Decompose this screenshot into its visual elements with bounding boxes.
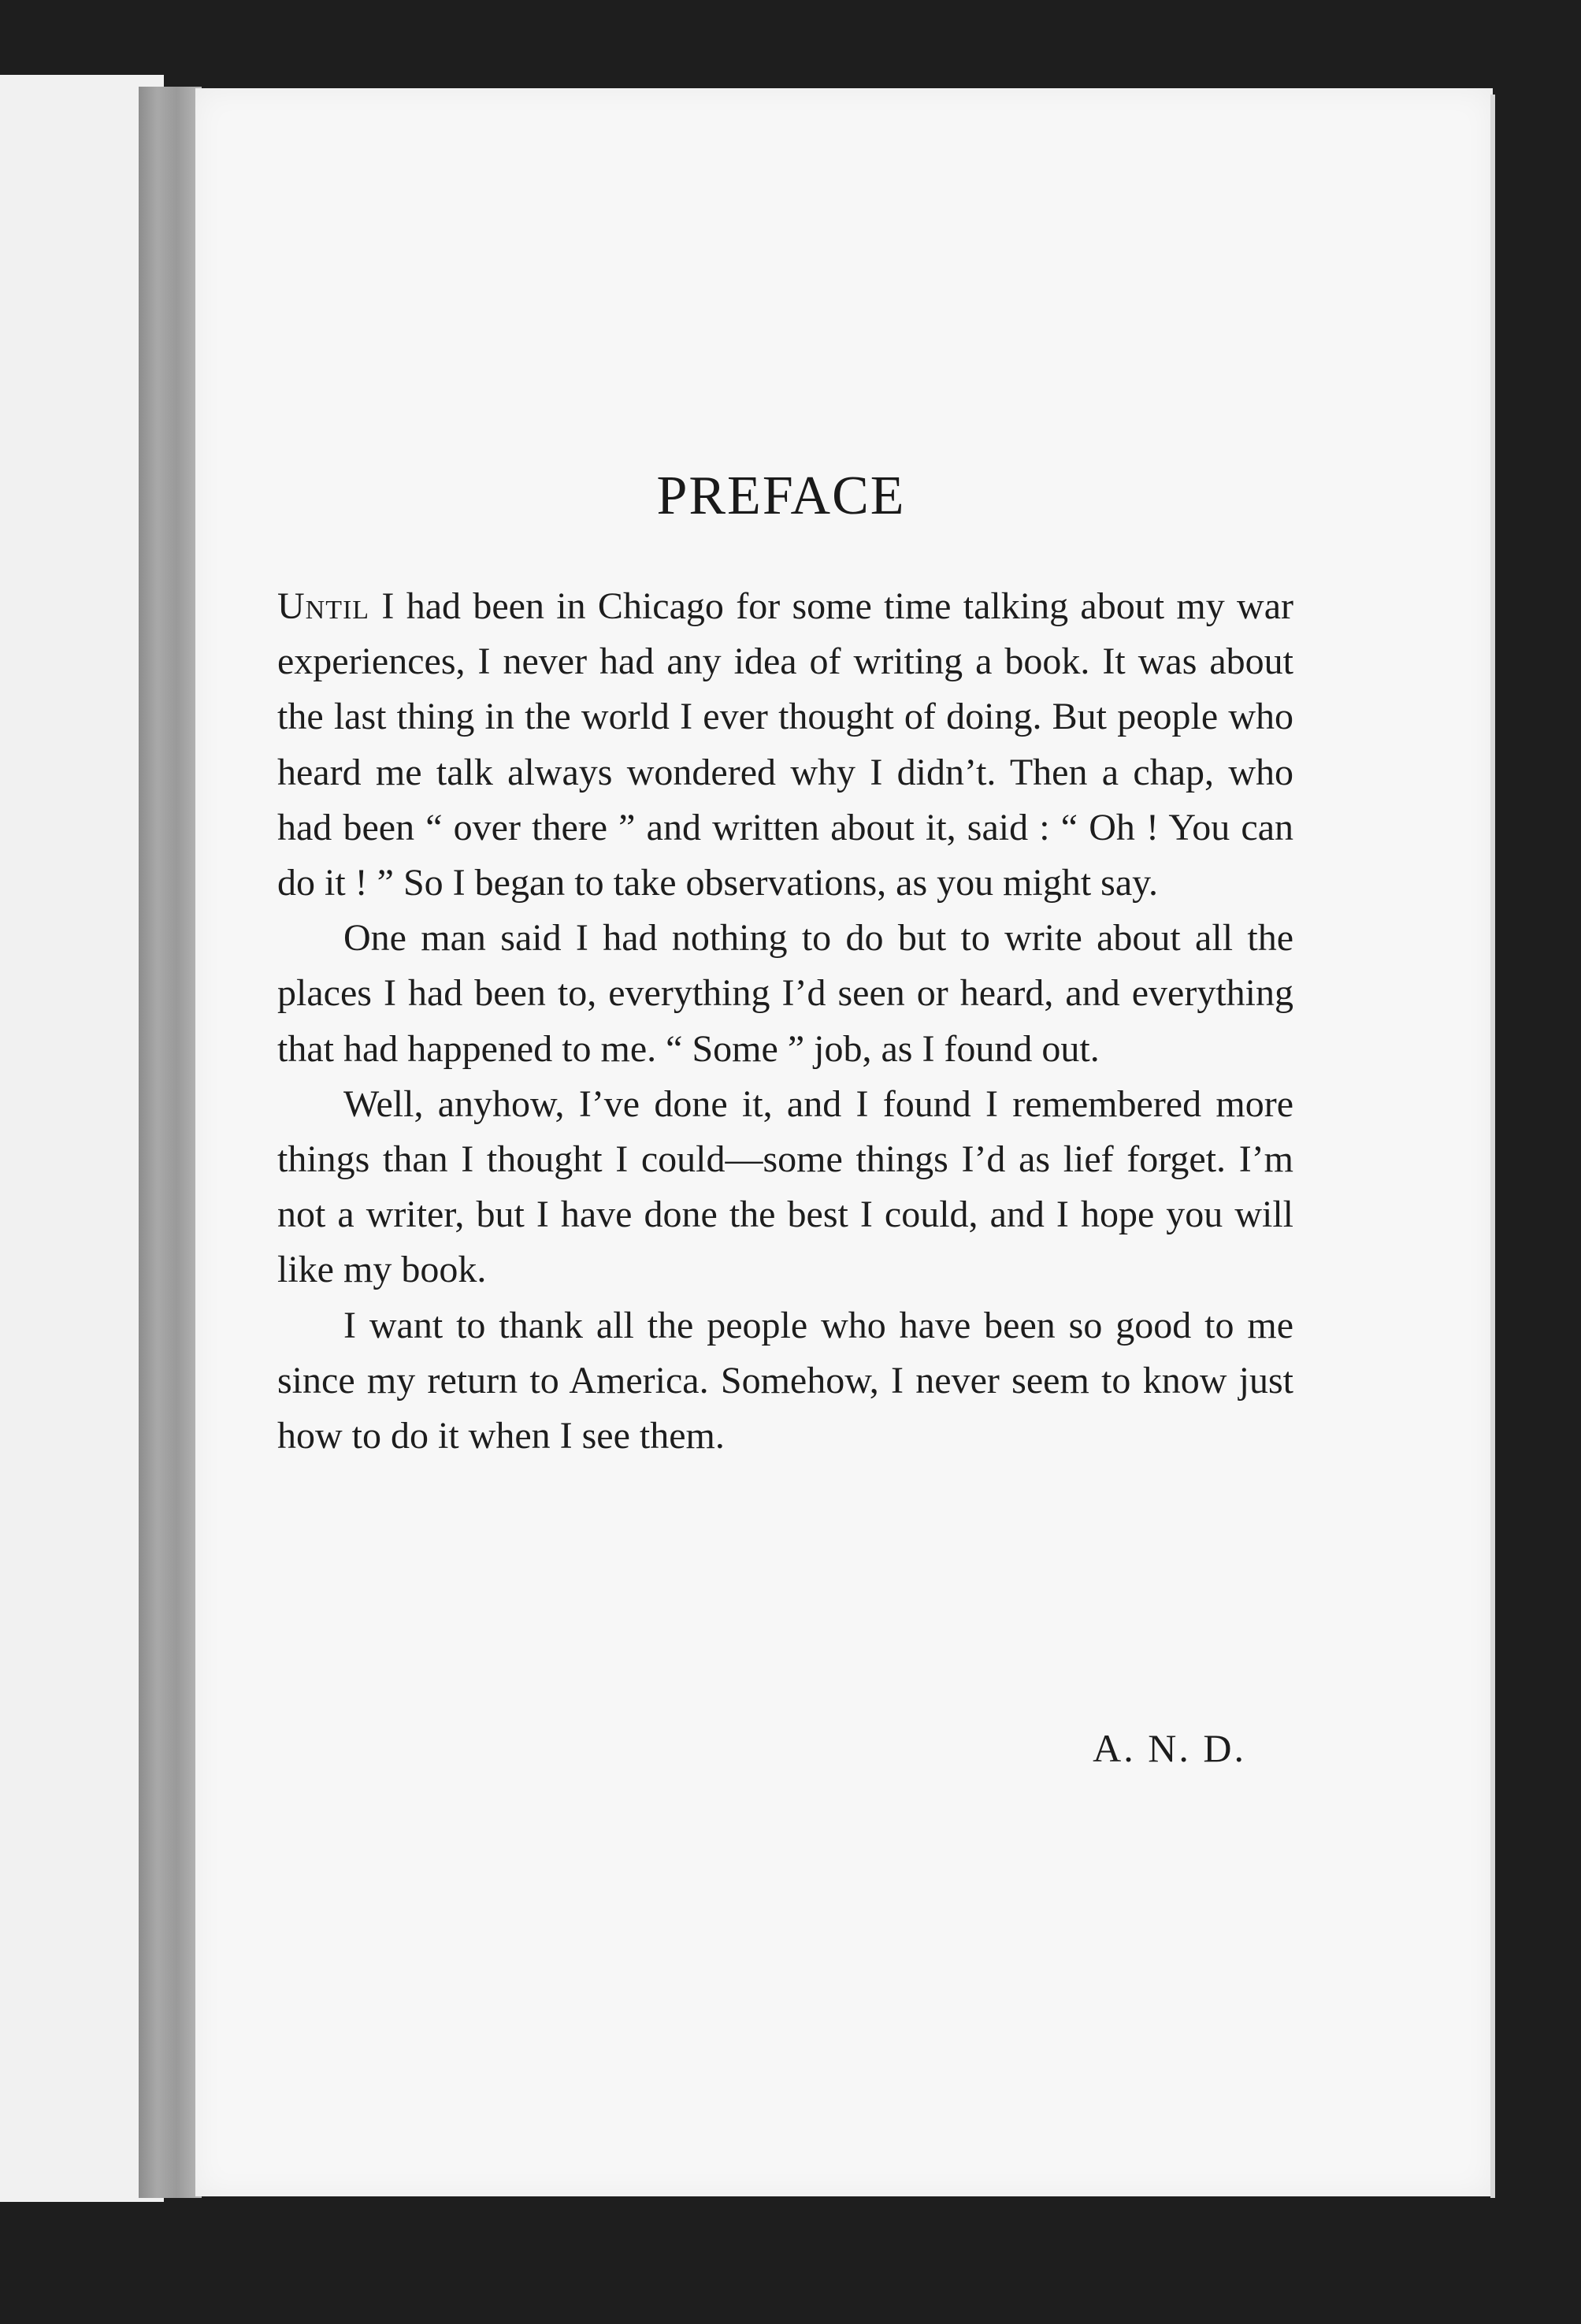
drop-word: Until bbox=[277, 585, 370, 627]
book-gutter bbox=[139, 87, 202, 2198]
paragraph-1-text: I had been in Chicago for some time talking about my war experiences, I never had any idea of writing a book. It was about the last thing in the world I ever thought of doing. But people who heard me talk always wondered why I didn’t. Then a chap, who had been “ over there ” and written about it, said : “ Oh ! You can do it ! ” So I began to take observations, as you might say. bbox=[277, 585, 1293, 904]
author-initials: A. N. D. bbox=[1093, 1726, 1246, 1770]
paragraph-1 bbox=[277, 579, 1293, 911]
page-right-edge bbox=[1490, 95, 1495, 2198]
page-title: PREFACE bbox=[656, 466, 906, 526]
paragraph-3: Well, anyhow, I’ve done it, and I found I remembered more things than I thought I could—some things I’d as lief forget. I’m not a writer, but I have done the best I could, and I hope you will like my book. bbox=[277, 1082, 1293, 1291]
preface-body bbox=[277, 579, 1293, 1464]
paragraph-4: I want to thank all the people who have been so good to me since my return to America. Somehow, I never seem to know just how to do it when I see them. bbox=[277, 1304, 1293, 1457]
paragraph-2: One man said I had nothing to do but to write about all the places I had been to, everything I’d seen or heard, and everything that had happened to me. “ Some ” job, as I found out. bbox=[277, 917, 1293, 1070]
